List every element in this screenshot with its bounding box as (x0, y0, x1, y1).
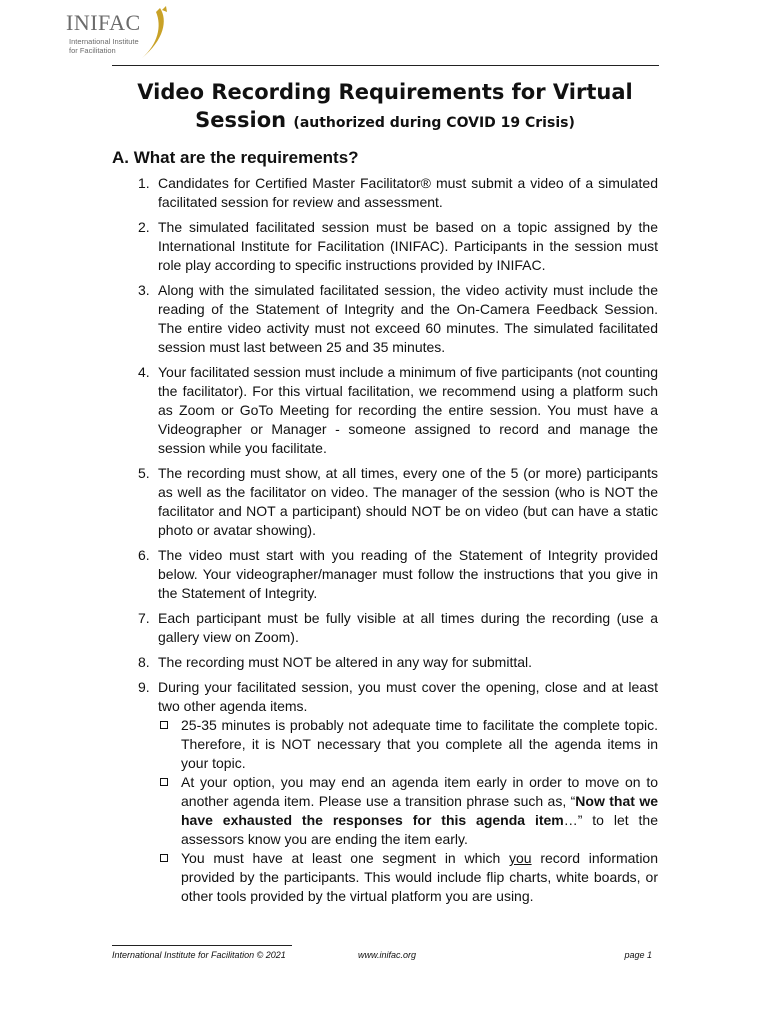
footer-website: www.inifac.org (358, 950, 417, 960)
requirement-text: The video must start with you reading of the Statement of Integrity provided below. Your videographer/manager must follow the instructions that you give in the Statement of Integrity. (158, 547, 658, 601)
requirement-text: Along with the simulated facilitated session, the video activity must include the reading of the Statement of Integrity and the On-Camera Feedback Session. The entire video activity must not exceed 60 minutes. The simulated facilitated session must last between 25 and 35 minutes. (158, 282, 658, 355)
requirement-text: During your facilitated session, you must cover the opening, close and at least two other agenda items. (158, 679, 658, 714)
inifac-logo (66, 10, 176, 62)
requirement-item (112, 464, 658, 540)
requirement-item (112, 363, 658, 458)
logo-wordmark: INIFAC (66, 10, 141, 35)
footer-divider (112, 945, 292, 946)
square-bullet-icon (160, 854, 168, 862)
square-bullet-icon (160, 721, 168, 729)
requirement-number: 5. (138, 465, 150, 481)
square-bullet-icon (160, 778, 168, 786)
page-title (112, 78, 658, 137)
sub-bullet-text-bold: Now that we have exhausted the responses for this agenda item (181, 793, 658, 828)
requirement-text: The recording must show, at all times, every one of the 5 (or more) participants as well as the facilitator on video. The manager of the session (who is NOT the facilitator and NOT a participant) should NOT be on video (but can have a static photo or avatar showing). (158, 465, 658, 538)
logo-swoosh-icon (138, 6, 172, 62)
requirement-text: The recording must NOT be altered in any way for submittal. (158, 654, 533, 670)
requirement-number: 1. (138, 175, 150, 191)
title-line-2 (112, 106, 658, 137)
sub-bullet-item (158, 849, 658, 906)
requirement-number: 4. (138, 364, 150, 380)
logo-subtitle: International Institute for Facilitation (69, 37, 139, 55)
sub-bullet-text-pre: You must have at least one segment in which (181, 850, 509, 866)
requirement-number: 9. (138, 679, 150, 695)
sub-bullet-item (158, 716, 658, 773)
sub-bullet-text: 25-35 minutes is probably not adequate time to facilitate the complete topic. Therefore, it is NOT necessary that you complete all the agenda items in your topic. (181, 717, 658, 771)
requirement-number: 7. (138, 610, 150, 626)
title-subtitle: (authorized during COVID 19 Crisis) (293, 115, 575, 131)
requirement-item (112, 653, 658, 672)
requirement-item (112, 546, 658, 603)
requirement-item (112, 609, 658, 647)
sub-bullet-text-underlined: you (509, 850, 532, 866)
sub-bullet-text-pre: At your option, you may end an agenda item early in order to move on to another agenda item. Please use a transition phrase such as, “ (181, 774, 658, 809)
title-line-1: Video Recording Requirements for Virtual (137, 80, 633, 104)
title-session: Session (195, 108, 287, 132)
requirement-number: 8. (138, 654, 150, 670)
requirement-number: 2. (138, 219, 150, 235)
requirements-list (112, 174, 658, 912)
requirement-item (112, 281, 658, 357)
requirement-text: The simulated facilitated session must be based on a topic assigned by the International Institute for Facilitation (INIFAC). Participants in the session must role play according to specific instructions provided by INIFAC. (158, 219, 658, 273)
footer-copyright: International Institute for Facilitation © 2021 (112, 950, 286, 960)
requirement-number: 3. (138, 282, 150, 298)
header-divider (112, 65, 659, 66)
requirement-item (112, 678, 658, 906)
requirement-item (112, 174, 658, 212)
sub-bullet-text-post: …” to let the assessors know you are ending the item early. (181, 812, 658, 847)
requirement-text: Each participant must be fully visible at all times during the recording (use a gallery view on Zoom). (158, 610, 658, 645)
requirement-item (112, 218, 658, 275)
sub-bullet-list (158, 716, 658, 906)
sub-bullet-text-post: record information provided by the participants. This would include flip charts, white boards, or other tools provided by the virtual platform you are using. (181, 850, 658, 904)
requirement-text: Candidates for Certified Master Facilitator® must submit a video of a simulated facilitated session for review and assessment. (158, 175, 658, 210)
footer-page-number: page 1 (624, 950, 652, 960)
requirement-number: 6. (138, 547, 150, 563)
sub-bullet-item (158, 773, 658, 849)
section-heading: A. What are the requirements? (112, 148, 359, 167)
requirement-text: Your facilitated session must include a minimum of five participants (not counting the facilitator). For this virtual facilitation, we recommend using a platform such as Zoom or GoTo Meeting for recording the entire session. You must have a Videographer or Manager - someone assigned to record and manage the session while you facilitate. (158, 364, 658, 456)
